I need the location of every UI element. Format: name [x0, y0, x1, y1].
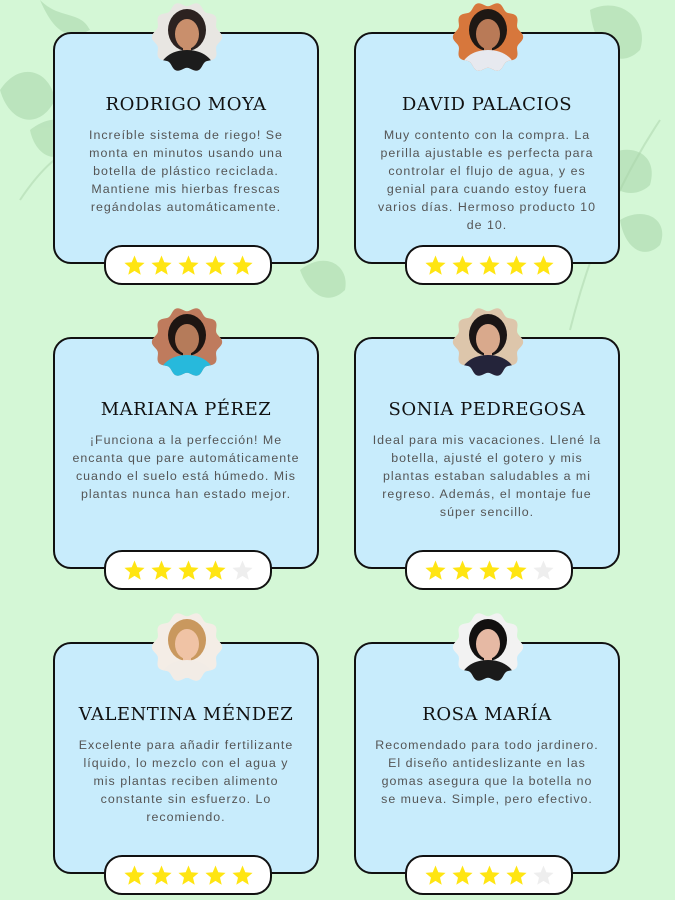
star-rating — [405, 550, 573, 590]
review-text: Increíble sistema de riego! Se monta en minutos usando una botella de plástico reciclada. Mantiene mis hierbas frescas regándolas automáticamente. — [89, 128, 283, 214]
avatar-valentina — [150, 610, 224, 684]
star-filled-icon — [123, 254, 146, 277]
star-filled-icon — [505, 864, 528, 887]
star-filled-icon — [231, 864, 254, 887]
review-text: Ideal para mis vacaciones. Llené la botella, ajusté el gotero y mis plantas estaban saludables a mi regreso. Además, el montaje fue súper sencillo. — [372, 433, 602, 519]
star-filled-icon — [451, 864, 474, 887]
testimonial-card-david — [354, 32, 620, 264]
star-filled-icon — [177, 559, 200, 582]
star-filled-icon — [150, 254, 173, 277]
star-filled-icon — [478, 559, 501, 582]
star-filled-icon — [177, 254, 200, 277]
avatar-rosa — [451, 610, 525, 684]
star-filled-icon — [204, 864, 227, 887]
star-filled-icon — [505, 559, 528, 582]
avatar-david — [451, 0, 525, 74]
star-rating — [104, 855, 272, 895]
star-empty-icon — [532, 559, 555, 582]
testimonial-card-mariana — [53, 337, 319, 569]
star-filled-icon — [505, 254, 528, 277]
star-filled-icon — [231, 254, 254, 277]
star-filled-icon — [150, 864, 173, 887]
star-filled-icon — [451, 254, 474, 277]
avatar-rodrigo — [150, 0, 224, 74]
star-filled-icon — [478, 254, 501, 277]
star-filled-icon — [150, 559, 173, 582]
star-rating — [104, 245, 272, 285]
star-filled-icon — [123, 864, 146, 887]
star-empty-icon — [532, 864, 555, 887]
reviewer-name: RODRIGO MOYA — [105, 94, 267, 115]
star-rating — [104, 550, 272, 590]
review-text: Excelente para añadir fertilizante líquido, lo mezclo con el agua y mis plantas reciben alimento constante sin esfuerzo. Lo recomiendo. — [78, 738, 294, 824]
review-text: ¡Funciona a la perfección! Me encanta que pare automáticamente cuando el suelo está húmedo. Mis plantas nunca han estado mejor. — [72, 433, 300, 501]
star-filled-icon — [451, 559, 474, 582]
reviewer-name: VALENTINA MÉNDEZ — [78, 704, 294, 725]
testimonial-card-rodrigo — [53, 32, 319, 264]
avatar-mariana — [150, 305, 224, 379]
testimonial-card-rosa — [354, 642, 620, 874]
star-empty-icon — [231, 559, 254, 582]
star-filled-icon — [424, 864, 447, 887]
star-filled-icon — [204, 254, 227, 277]
star-rating — [405, 245, 573, 285]
star-filled-icon — [424, 254, 447, 277]
reviewer-name: DAVID PALACIOS — [401, 94, 573, 115]
testimonial-card-valentina — [53, 642, 319, 874]
avatar-sonia — [451, 305, 525, 379]
reviewer-name: SONIA PEDREGOSA — [388, 399, 586, 420]
reviewer-name: ROSA MARÍA — [422, 704, 552, 725]
review-text: Recomendado para todo jardinero. El diseño antideslizante en las gomas asegura que la botella no se mueva. Simple, pero efectivo. — [375, 738, 599, 806]
reviewer-name: MARIANA PÉREZ — [100, 399, 272, 420]
star-filled-icon — [478, 864, 501, 887]
review-text: Muy contento con la compra. La perilla ajustable es perfecta para controlar el flujo de agua, y es genial para cuando estoy fuera varios días. Hermoso producto 10 de 10. — [378, 128, 596, 232]
star-filled-icon — [123, 559, 146, 582]
star-filled-icon — [424, 559, 447, 582]
star-rating — [405, 855, 573, 895]
star-filled-icon — [177, 864, 200, 887]
testimonial-card-sonia — [354, 337, 620, 569]
star-filled-icon — [532, 254, 555, 277]
star-filled-icon — [204, 559, 227, 582]
